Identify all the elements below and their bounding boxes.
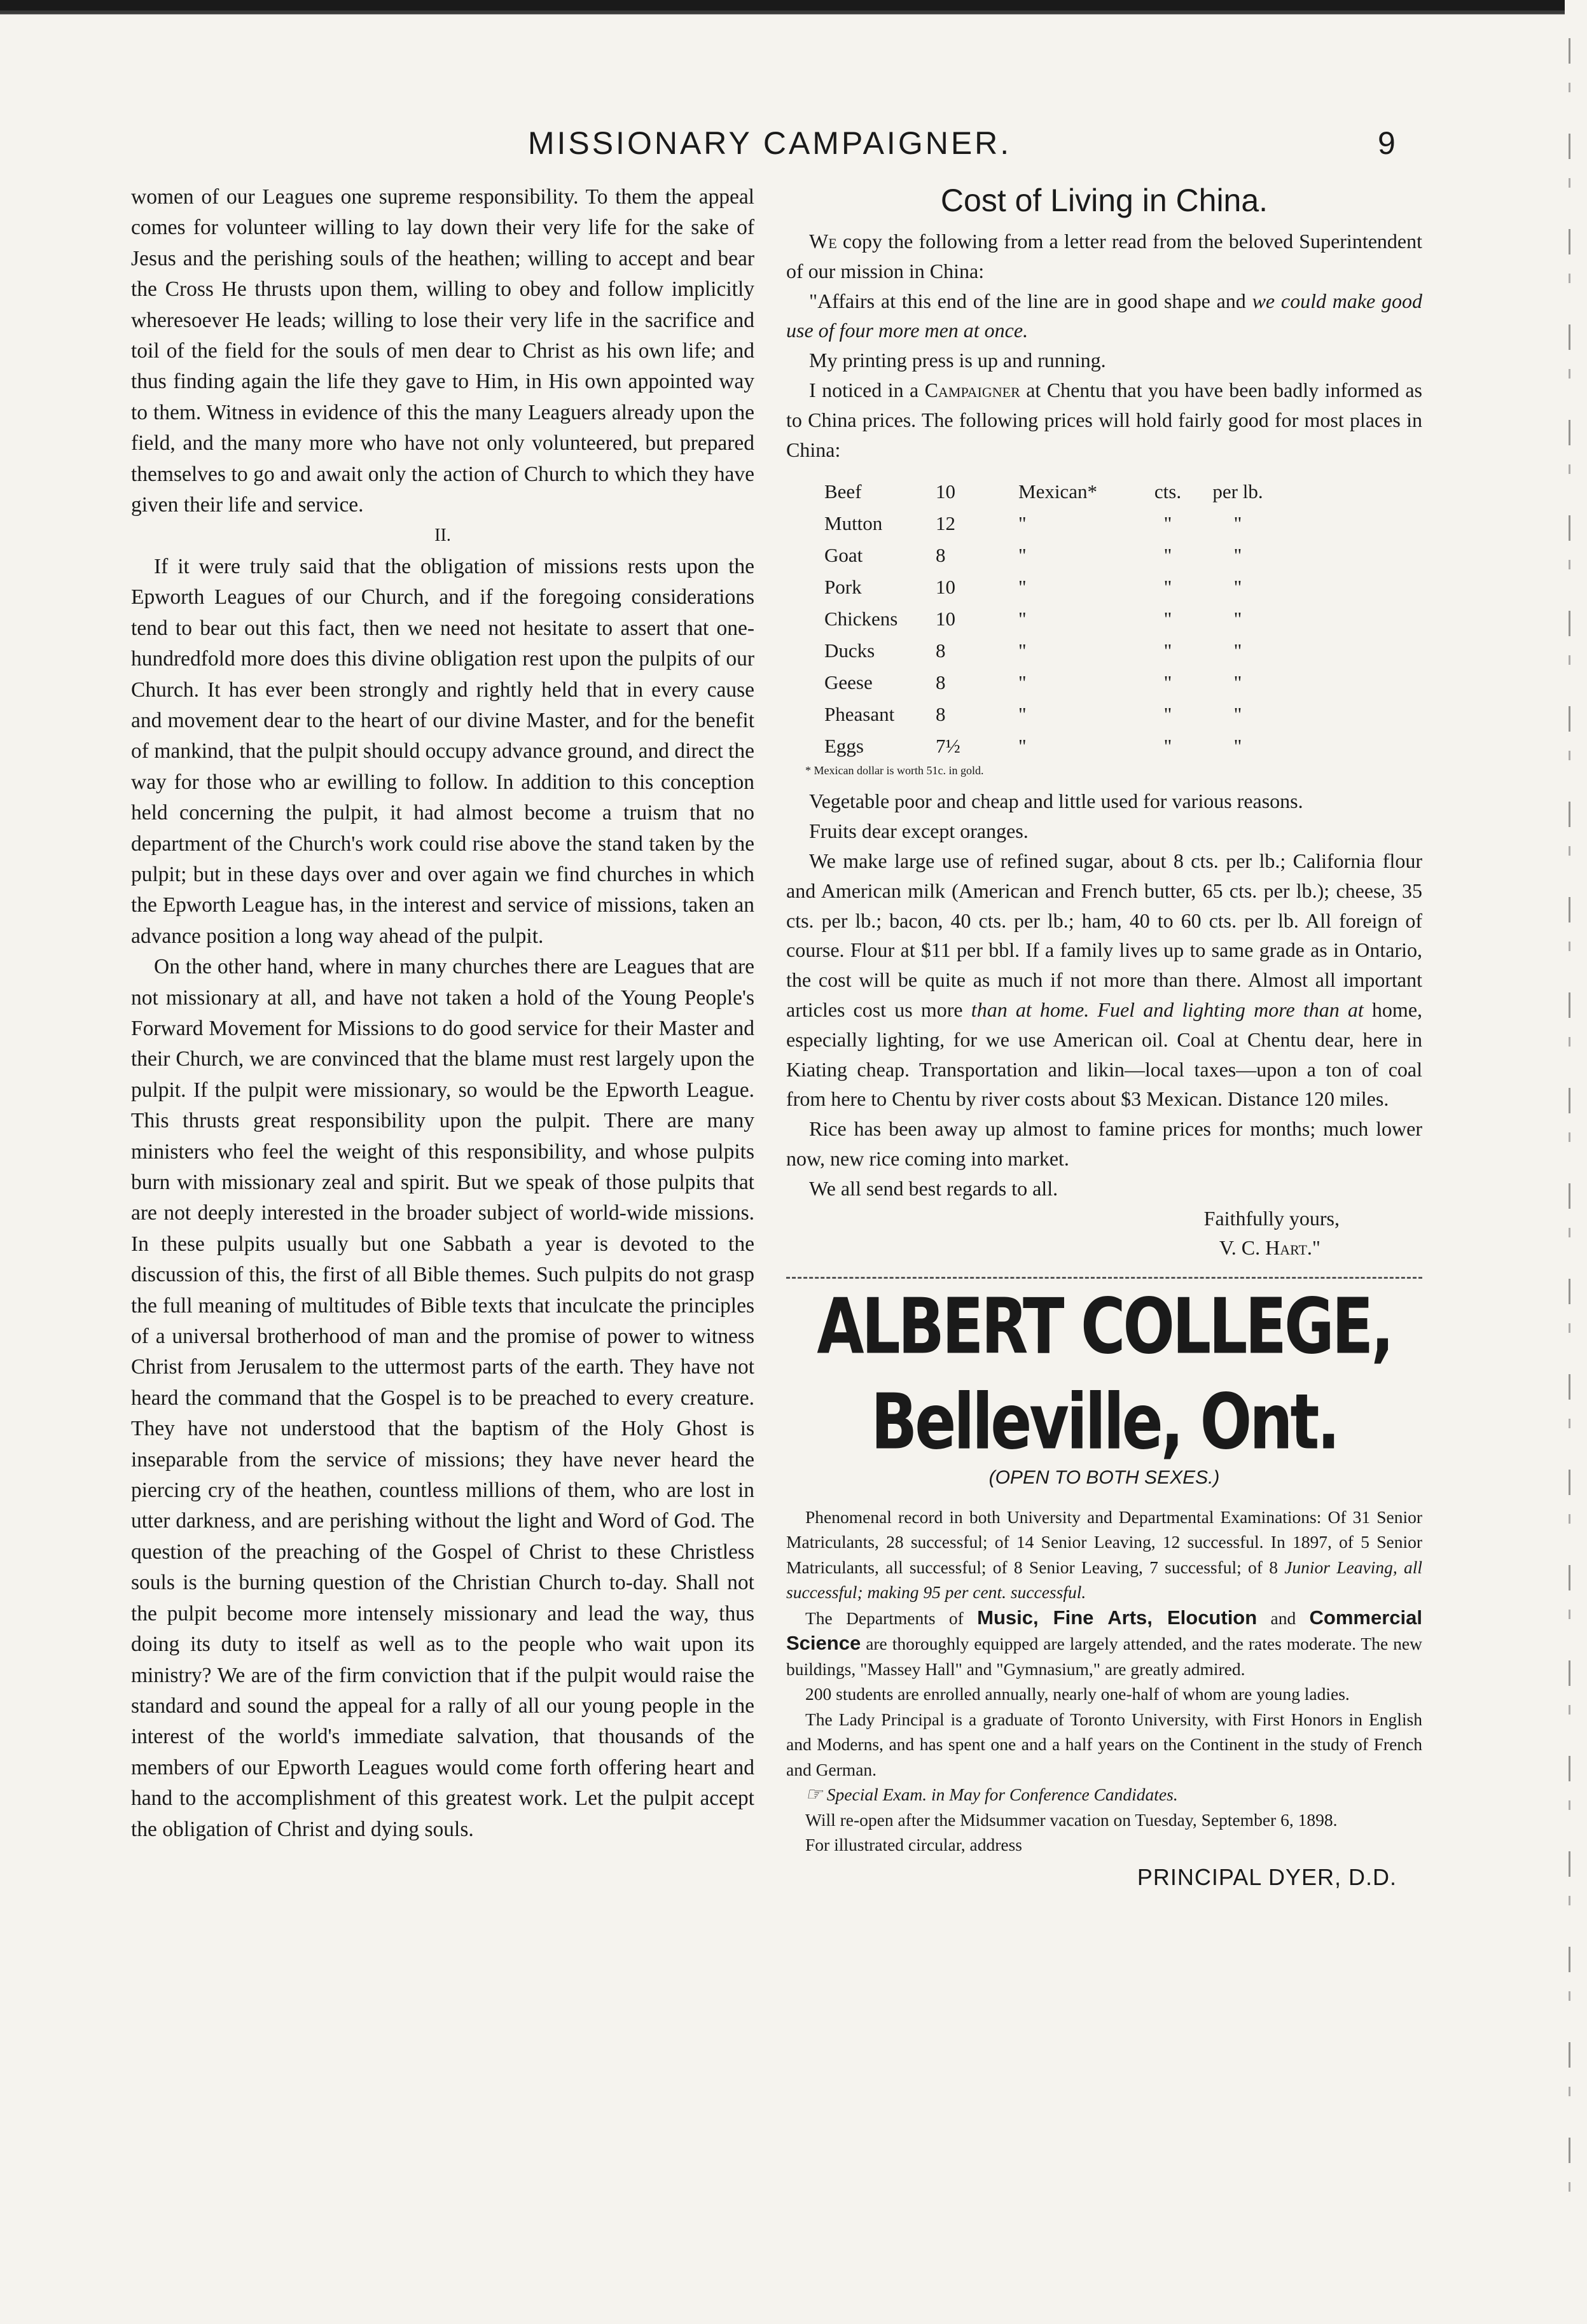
price-qty: 10 [936,607,955,630]
page-number: 9 [1378,125,1396,161]
page-right-edge [1569,38,1570,2227]
paragraph [786,1605,1422,1682]
advert-title: ALBERT COLLEGE, Belleville, Ont. [817,1282,1392,1467]
paragraph [786,1505,1422,1605]
price-unit: " [1163,639,1172,662]
paragraph [786,1782,1422,1807]
paragraph: My printing press is up and running. [809,349,1106,372]
price-per: " [1233,511,1242,534]
price-currency: " [1018,702,1027,725]
paragraph-text: and [1257,1608,1310,1628]
quote-italic: we could make good use of four more men at once. [786,289,1423,342]
price-qty: 8 [936,702,946,725]
price-row [824,603,1270,635]
price-per: " [1233,639,1242,662]
price-qty: 8 [936,671,946,693]
price-per: " [1233,607,1242,630]
paragraph: For illustrated circular, address [805,1835,1023,1855]
price-qty: 12 [936,511,955,534]
paragraph-italic: than at home. [971,998,1090,1021]
intro-text: copy the following from a letter read from the beloved Superintendent of our mission in China: [786,230,1422,282]
price-per: " [1233,734,1242,757]
price-unit: " [1163,543,1172,566]
price-row [824,667,1270,699]
price-row [824,730,1270,762]
paragraph-text: We make large use of refined sugar, about 8 cts. per lb.; California flour and American milk (American and French butter, 65 cts. per lb.); cheese, 35 cts. per lb.; bacon, 40 cts. per lb.; ham, 40 to 60 cts. per lb. All foreign of course. Flour at $11 per bbl. If a family lives up to same grade as in Ontario, the cost will be quite as much if not more than there. Almost all important articles cost us more [786,849,1422,1021]
price-unit: cts. [1154,480,1182,503]
price-unit: " [1163,511,1172,534]
running-title: MISSIONARY CAMPAIGNER. [527,125,1012,161]
paragraph [786,226,1422,286]
price-row [824,539,1270,571]
article-title: Cost of Living in China. [940,183,1268,218]
paragraph: 200 students are enrolled annually, nearly one-half of whom are young ladies. [805,1684,1350,1704]
price-qty: 10 [936,480,955,503]
price-item: Pork [824,575,862,598]
paragraph: If it were truly said that the obligation of missions rests upon the Epworth Leagues of our Church, and if the foregoing considerations tend to bear out this fact, then we need not hesitate to assert that one-hundredfold more does this divine obligation rest upon the pulpits of our Church. It has ever been strongly and rightly held that in every cause and movement dear to the heart of our divine Master, and for the benefit of mankind, that the pulpit should occupy advance ground, and direct the way for those who ar ewilling to follow. In addition to this conception held concerning the pulpit, it had almost become a truism that no department of the Church's work could rise above the stand taken by the pulpit; but in these days over and over again we find churches in which the Epworth League has, in the interest and service of missions, taken an advance position a long way ahead of the pulpit. [131,554,754,948]
left-column [131,182,754,1845]
price-qty: 8 [936,639,946,662]
paragraph-text: are thoroughly equipped are largely attended, and the rates moderate. The new buildings, "Massey Hall" and "Gymnasium," are greatly admired. [786,1634,1422,1679]
price-item: Mutton [824,511,883,534]
paragraph-italic: Fuel and lighting more than at [1097,998,1364,1021]
price-row [824,571,1270,603]
paragraph: Will re-open after the Midsummer vacation on Tuesday, September 6, 1898. [805,1809,1338,1830]
paragraph: Vegetable poor and cheap and little used for various reasons. [809,790,1303,813]
paragraph: We all send best regards to all. [809,1176,1058,1200]
letter-signature: V. C. Hart." [1219,1236,1320,1260]
paragraph: Rice has been away up almost to famine prices for months; much lower now, new rice coming into market. [786,1117,1422,1170]
price-currency: " [1018,543,1027,566]
section-numeral: II. [434,525,451,546]
paragraph: Fruits dear except oranges. [809,819,1029,843]
price-unit: " [1163,671,1172,693]
department-names: Music, Fine Arts, Elocution [977,1606,1258,1629]
price-item: Eggs [824,734,864,757]
price-unit: " [1163,734,1172,757]
price-qty: 10 [936,575,955,598]
quote-text: "Affairs at this end of the line are in good shape and [809,289,1252,312]
right-column [786,179,1422,1893]
price-row [824,508,1270,539]
price-currency: " [1018,511,1027,534]
price-per: " [1233,702,1242,725]
pointing-hand-icon: ☞ [805,1784,822,1806]
price-unit: " [1163,575,1172,598]
advertisement [786,1505,1422,1858]
price-per: " [1233,671,1242,693]
paragraph-text: The Departments of [805,1608,978,1628]
intro-lead: We [809,230,837,253]
price-qty: 8 [936,543,946,566]
price-row [824,699,1270,730]
price-row [824,635,1270,667]
paragraph-text: home, especially lighting, for we use American oil. Coal at Chentu dear, here in Kiating cheap. Transportation and likin—local taxes—upon a ton of coal from here to Chentu by river costs about $3 Mexican. Distance 120 miles. [786,998,1423,1111]
quote-text: at Chentu that you have been badly informed as to China prices. The following prices will hold fairly good for most places in China: [786,378,1423,461]
paragraph [786,375,1422,464]
paragraph-italic: Junior Leaving, all successful; making 95 per cent. successful. [786,1557,1422,1603]
price-item: Chickens [824,607,898,630]
paragraph: On the other hand, where in many churches there are Leagues that are not missionary at all, and have not taken a hold of the Young People's Forward Movement for Missions to do good service for their Master and their Church, we are convinced that the blame must rest largely upon the pulpit. If the pulpit were missionary, so would be the Epworth League. This thrusts great responsibility upon the pulpit. There are many ministers who feel the weight of this responsibility, and whose pulpits burn with missionary zeal and spirit. But we speak of those pulpits that are not deeply interested in the broader subject of world-wide missions. In these pulpits usually but one Sabbath a year is devoted to the discussion of this, the first of all Bible themes. Such pulpits do not grasp the full meaning of multitudes of Bible texts that inculcate the principles of a universal brotherhood of man and the promise of power to witness Christ from Jerusalem to the uttermost parts of the earth. They have not heard the command that the Gospel is to be preached to every creature. They have not understood that the baptism of the Holy Ghost is inseparable from the service of missions; they have never heard the piercing cry of the heathen, countless millions of them, who are lost in utter darkness, and are perishing without the light and Word of God. The question of the preaching of the Gospel of Christ to these Christless souls is the burning question of the Christian Church to-day. Shall not the pulpit become more intensely missionary and lead the way, thus doing its duty to itself as well as to the people who wait upon its ministry? We are of the firm conviction that if the pulpit would raise the standard and sound the appeal for a rally of all our young people in the interest of the world's immediate salvation, that thousands of the members of our Epworth Leagues would come forth offering heart and hand to the accomplishment of this greatest work. Let the pulpit accept the obligation of Christ and dying souls. [131,955,754,1841]
price-item: Beef [824,480,862,503]
price-per: " [1233,543,1242,566]
price-per: " [1233,575,1242,598]
quote-text: I noticed in a [809,378,925,401]
price-item: Goat [824,543,863,566]
price-unit: " [1163,702,1172,725]
price-currency: " [1018,671,1027,693]
price-item: Pheasant [824,702,895,725]
price-unit: " [1163,607,1172,630]
paragraph-text: Phenomenal record in both University and Departmental Examinations: Of 31 Senior Matriculants, 28 successful; of 14 Senior Leaving, 12 successful. In 1897, of 5 Senior Matriculants, all successful; of 8 Senior Leaving, 7 successful; of 8 [786,1506,1422,1577]
price-item: Geese [824,671,873,693]
paragraph: women of our Leagues one supreme responsibility. To them the appeal comes for volunteer willing to lay down their very life for the sake of Jesus and the perishing souls of the heathen; willing to accept and bear the Cross He thrusts upon them, willing to obey and follow implicitly wheresoever He leads; willing to lose their very life in the sacrifice and toil of the field for the souls of men dear to Christ as his own life; and thus finding again the life they gave to Him, in His own appointed way to them. Witness in evidence of this the many Leaguers already upon the field, and the many more who have not only volunteered, but prepared themselves to go and await only the action of Church to which they have given their life and service. [131,185,754,517]
price-currency: " [1018,639,1027,662]
principal-name: PRINCIPAL DYER, D.D. [1137,1863,1397,1890]
paragraph: The Lady Principal is a graduate of Toronto University, with First Honors in English and Moderns, and has spent one and a half years on the Continent in the study of French and German. [786,1709,1422,1779]
price-item: Ducks [824,639,875,662]
paragraph [786,286,1422,346]
paragraph [786,846,1422,1114]
magazine-name: Campaigner [924,378,1020,401]
department-names: Commercial Science [786,1606,1422,1655]
special-exam-note: Special Exam. in May for Conference Candidates. [826,1785,1178,1805]
price-qty: 7½ [936,734,960,757]
price-table [824,476,1270,762]
price-row [824,476,1270,508]
price-currency: Mexican* [1018,480,1097,503]
price-currency: " [1018,607,1027,630]
price-per: per lb. [1212,480,1263,503]
page-top-border [0,0,1565,19]
price-currency: " [1018,575,1027,598]
price-currency: " [1018,734,1027,757]
letter-closing: Faithfully yours, [1203,1206,1340,1230]
advert-subtitle: (OPEN TO BOTH SEXES.) [988,1467,1220,1489]
table-footnote: * Mexican dollar is worth 51c. in gold. [805,764,984,777]
